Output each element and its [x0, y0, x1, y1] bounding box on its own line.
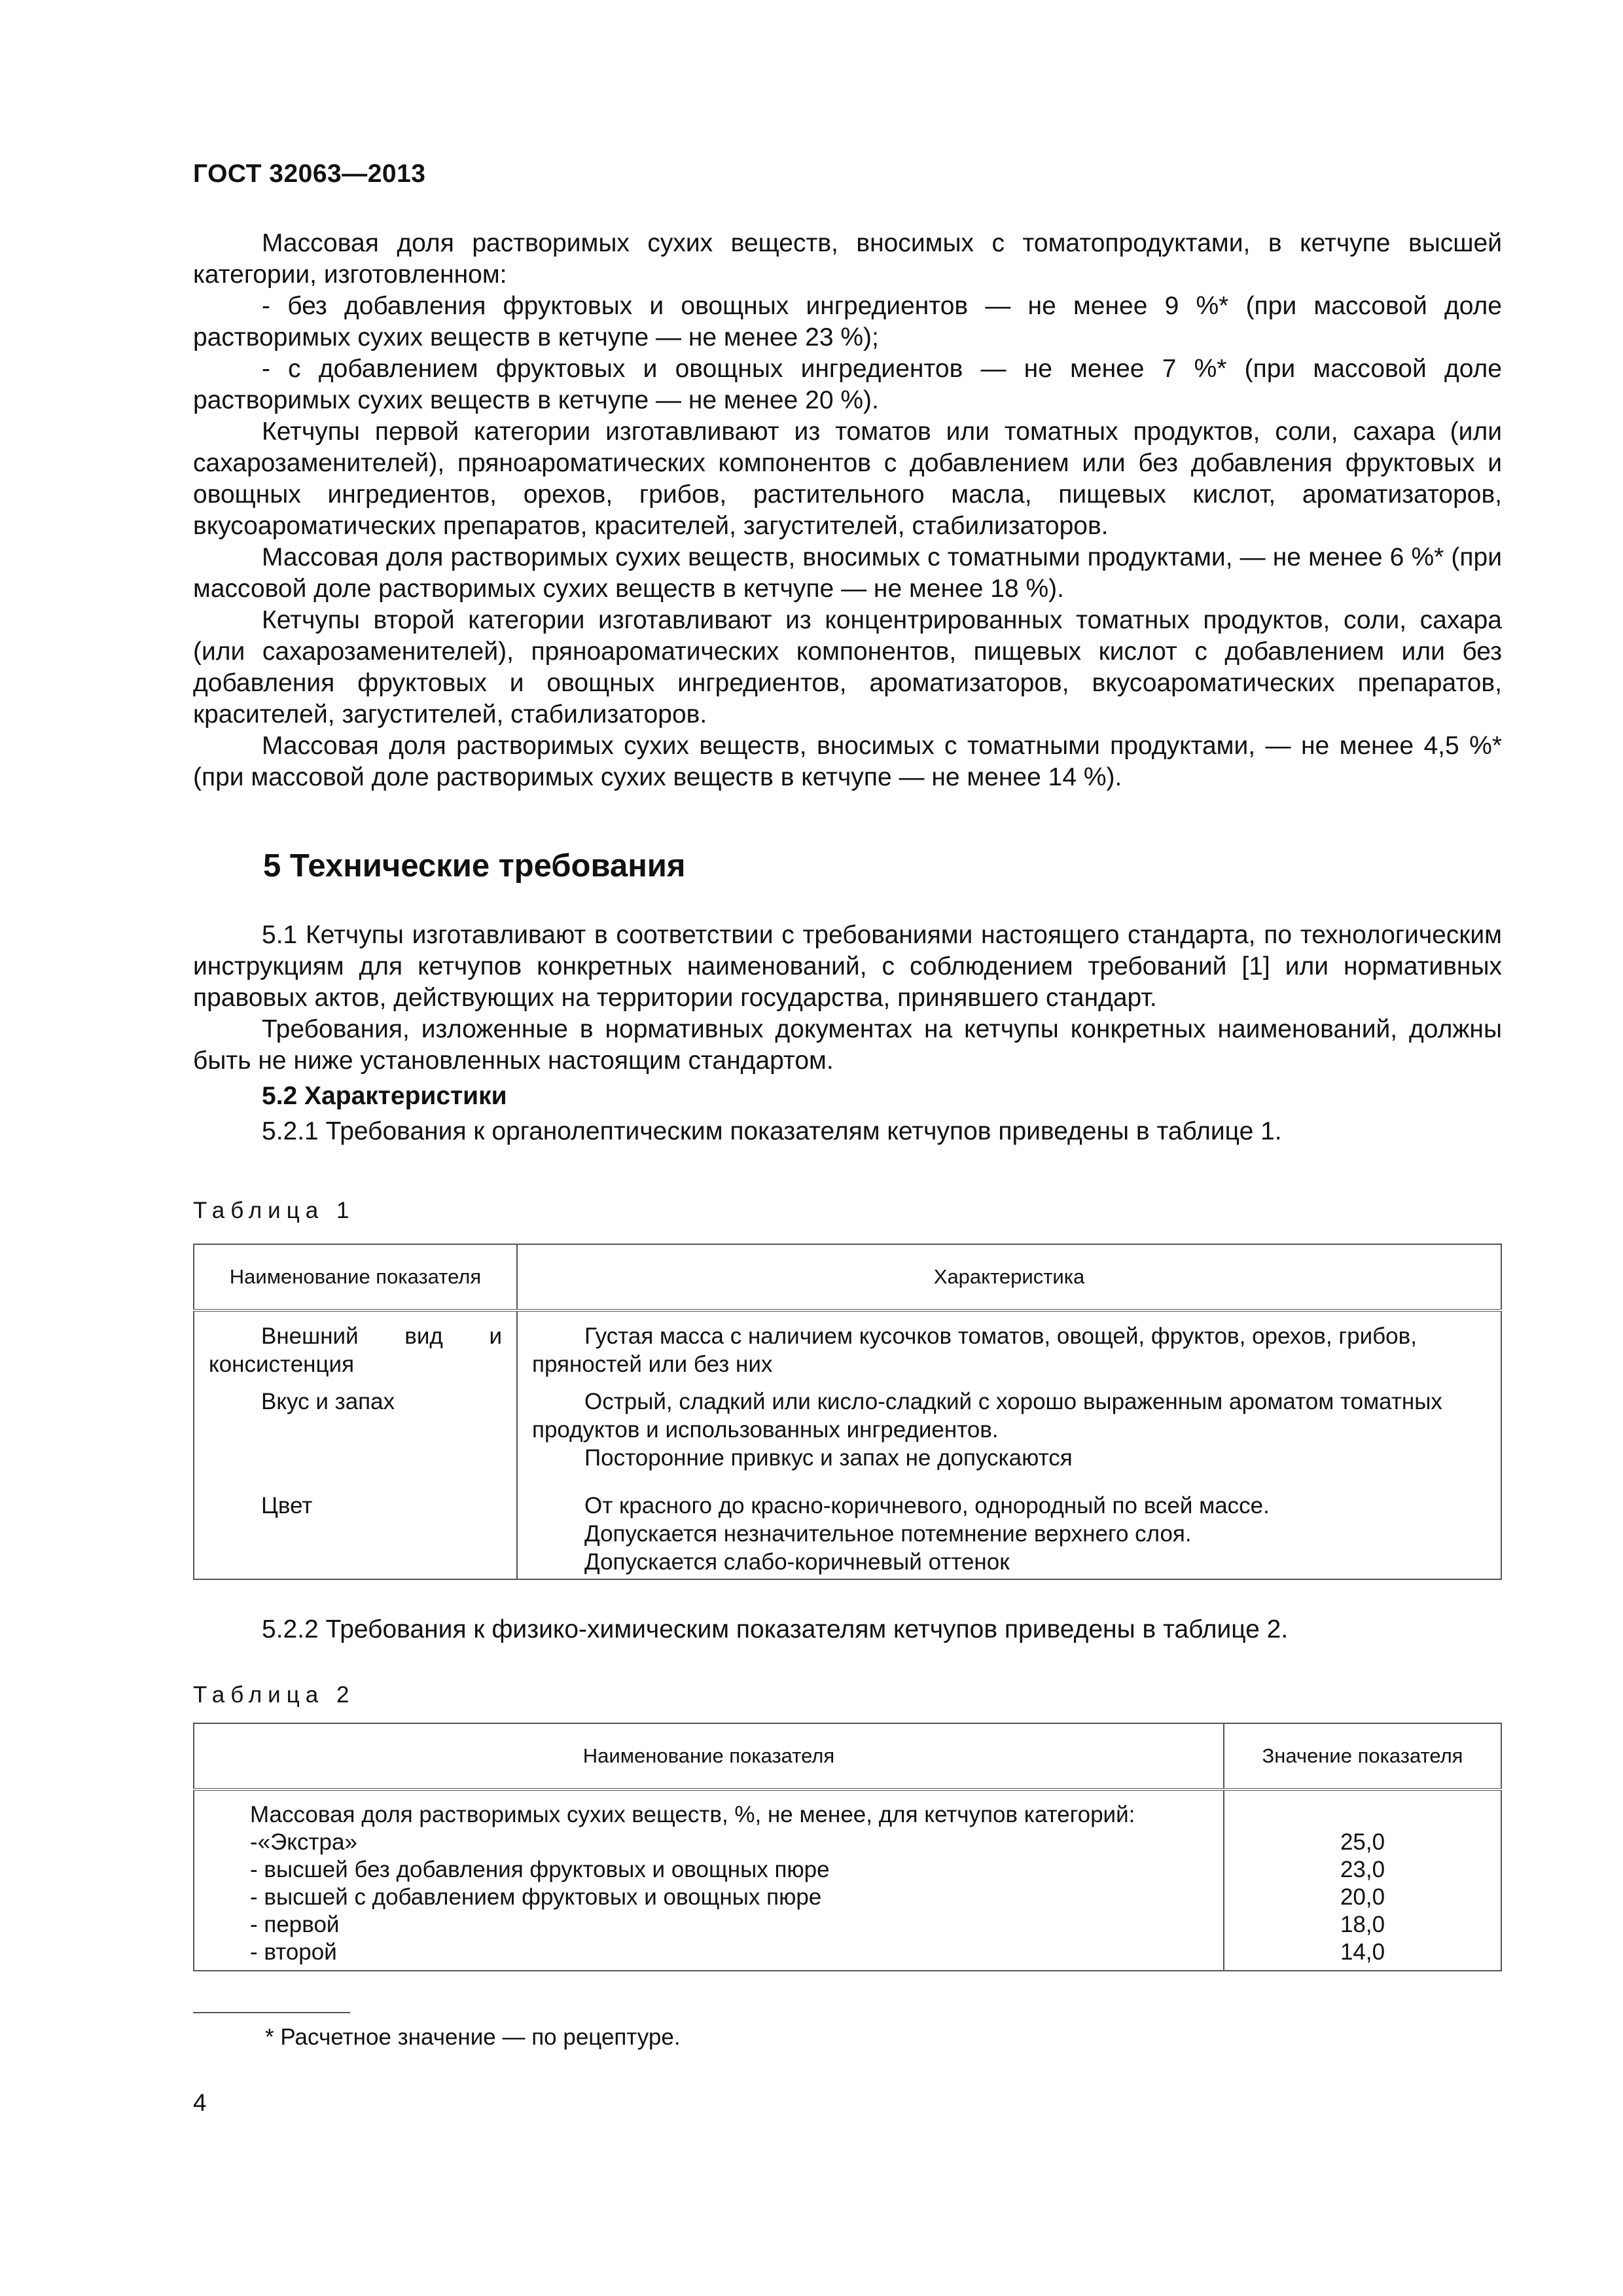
- table-2: [193, 1723, 1502, 1971]
- paragraph: - с добавлением фруктовых и овощных ингредиентов — не менее 7 %* (при массовой доле растворимых сухих веществ в кетчупе — не менее 20 %).: [193, 355, 1502, 414]
- paragraph: 5.2.2 Требования к физико-химическим показателям кетчупов приведены в таблице 2.: [262, 1615, 1289, 1643]
- table-row: [194, 1479, 1501, 1579]
- indicator-values: 25,0 23,0 20,0 18,0 14,0: [1224, 1789, 1501, 1971]
- table-1: [193, 1244, 1502, 1580]
- section-5-text: [193, 920, 1502, 1147]
- indicator-characteristic: От красного до красно-коричневого, однородный по всей массе. Допускается незначительное потемнение верхнего слоя. Допускается слабо-коричневый оттенок: [517, 1479, 1501, 1579]
- indicator-name: Внешний вид и консистенция: [194, 1310, 517, 1385]
- table-row: [194, 1310, 1501, 1385]
- table-1-caption: Таблица 1: [193, 1198, 355, 1223]
- paragraph: Массовая доля растворимых сухих веществ, вносимых с томатопродуктами, в кетчупе высшей категории, изготовленном:: [193, 229, 1502, 289]
- table-row: [194, 1385, 1501, 1479]
- page-number: 4: [193, 2089, 207, 2116]
- paragraph: - без добавления фруктовых и овощных ингредиентов — не менее 9 %* (при массовой доле растворимых сухих веществ в кетчупе — не менее 23 %);: [193, 292, 1502, 351]
- indicator-characteristic: Густая масса с наличием кусочков томатов, овощей, фруктов, орехов, грибов, пряностей или без них: [517, 1310, 1501, 1385]
- table-2-caption: Таблица 2: [193, 1682, 355, 1708]
- table-header-cell: Значение показателя: [1224, 1723, 1501, 1789]
- footnote: * Расчетное значение — по рецептуре.: [265, 2024, 681, 2050]
- paragraph: Массовая доля растворимых сухих веществ, вносимых с томатными продуктами, — не менее 6 %* (при массовой доле растворимых сухих веществ в кетчупе — не менее 18 %).: [193, 543, 1502, 603]
- paragraph: Массовая доля растворимых сухих веществ, вносимых с томатными продуктами, — не менее 4,5 %* (при массовой доле растворимых сухих веществ в кетчупе — не менее 14 %).: [193, 732, 1502, 791]
- section-title: 5 Технические требования: [263, 848, 686, 884]
- table-row: [194, 1789, 1501, 1971]
- paragraph: Кетчупы второй категории изготавливают из концентрированных томатных продуктов, соли, сахара (или сахарозаменителей), пряноароматических компонентов, пищевых кислот с добавлением или без добавления фруктовых и овощных ингредиентов, ароматизаторов, вкусоароматических препаратов, красителей, загустителей, стабилизаторов.: [193, 606, 1502, 728]
- table-header-cell: Наименование показателя: [194, 1723, 1224, 1789]
- paragraph: 5.2.1 Требования к органолептическим показателям кетчупов приведены в таблице 1.: [262, 1117, 1282, 1145]
- document-code-header: ГОСТ 32063—2013: [193, 160, 426, 188]
- indicator-characteristic: Острый, сладкий или кисло-сладкий с хорошо выраженным ароматом томатных продуктов и использованных ингредиентов. Посторонние привкус и запах не допускаются: [517, 1385, 1501, 1479]
- table-header-cell: Наименование показателя: [194, 1244, 517, 1310]
- indicator-name: Массовая доля растворимых сухих веществ, %, не менее, для кетчупов категорий: -«Экстра» - высшей без добавления фруктовых и овощных пюре - высшей с добавлением фруктовых и овощных пюре - первой - второй: [194, 1789, 1224, 1971]
- indicator-name: Вкус и запах: [194, 1385, 517, 1479]
- subsection-title: 5.2 Характеристики: [262, 1082, 507, 1110]
- paragraph: Требования, изложенные в нормативных документах на кетчупы конкретных наименований, должны быть не ниже установленных настоящим стандартом.: [193, 1015, 1502, 1075]
- paragraph: Кетчупы первой категории изготавливают из томатов или томатных продуктов, соли, сахара (или сахарозаменителей), пряноароматических компонентов с добавлением или без добавления фруктовых и овощных ингредиентов, орехов, грибов, растительного масла, пищевых кислот, ароматизаторов, вкусоароматических препаратов, красителей, загустителей, стабилизаторов.: [193, 418, 1502, 540]
- intro-text: [193, 228, 1502, 793]
- table-header-cell: Характеристика: [517, 1244, 1501, 1310]
- footnote-divider: [193, 2012, 350, 2013]
- paragraph: 5.1 Кетчупы изготавливают в соответствии с требованиями настоящего стандарта, по технологическим инструкциям для кетчупов конкретных наименований, с соблюдением требований [1] или нормативных правовых актов, действующих на территории государства, принявшего стандарт.: [193, 921, 1502, 1012]
- indicator-name: Цвет: [194, 1479, 517, 1579]
